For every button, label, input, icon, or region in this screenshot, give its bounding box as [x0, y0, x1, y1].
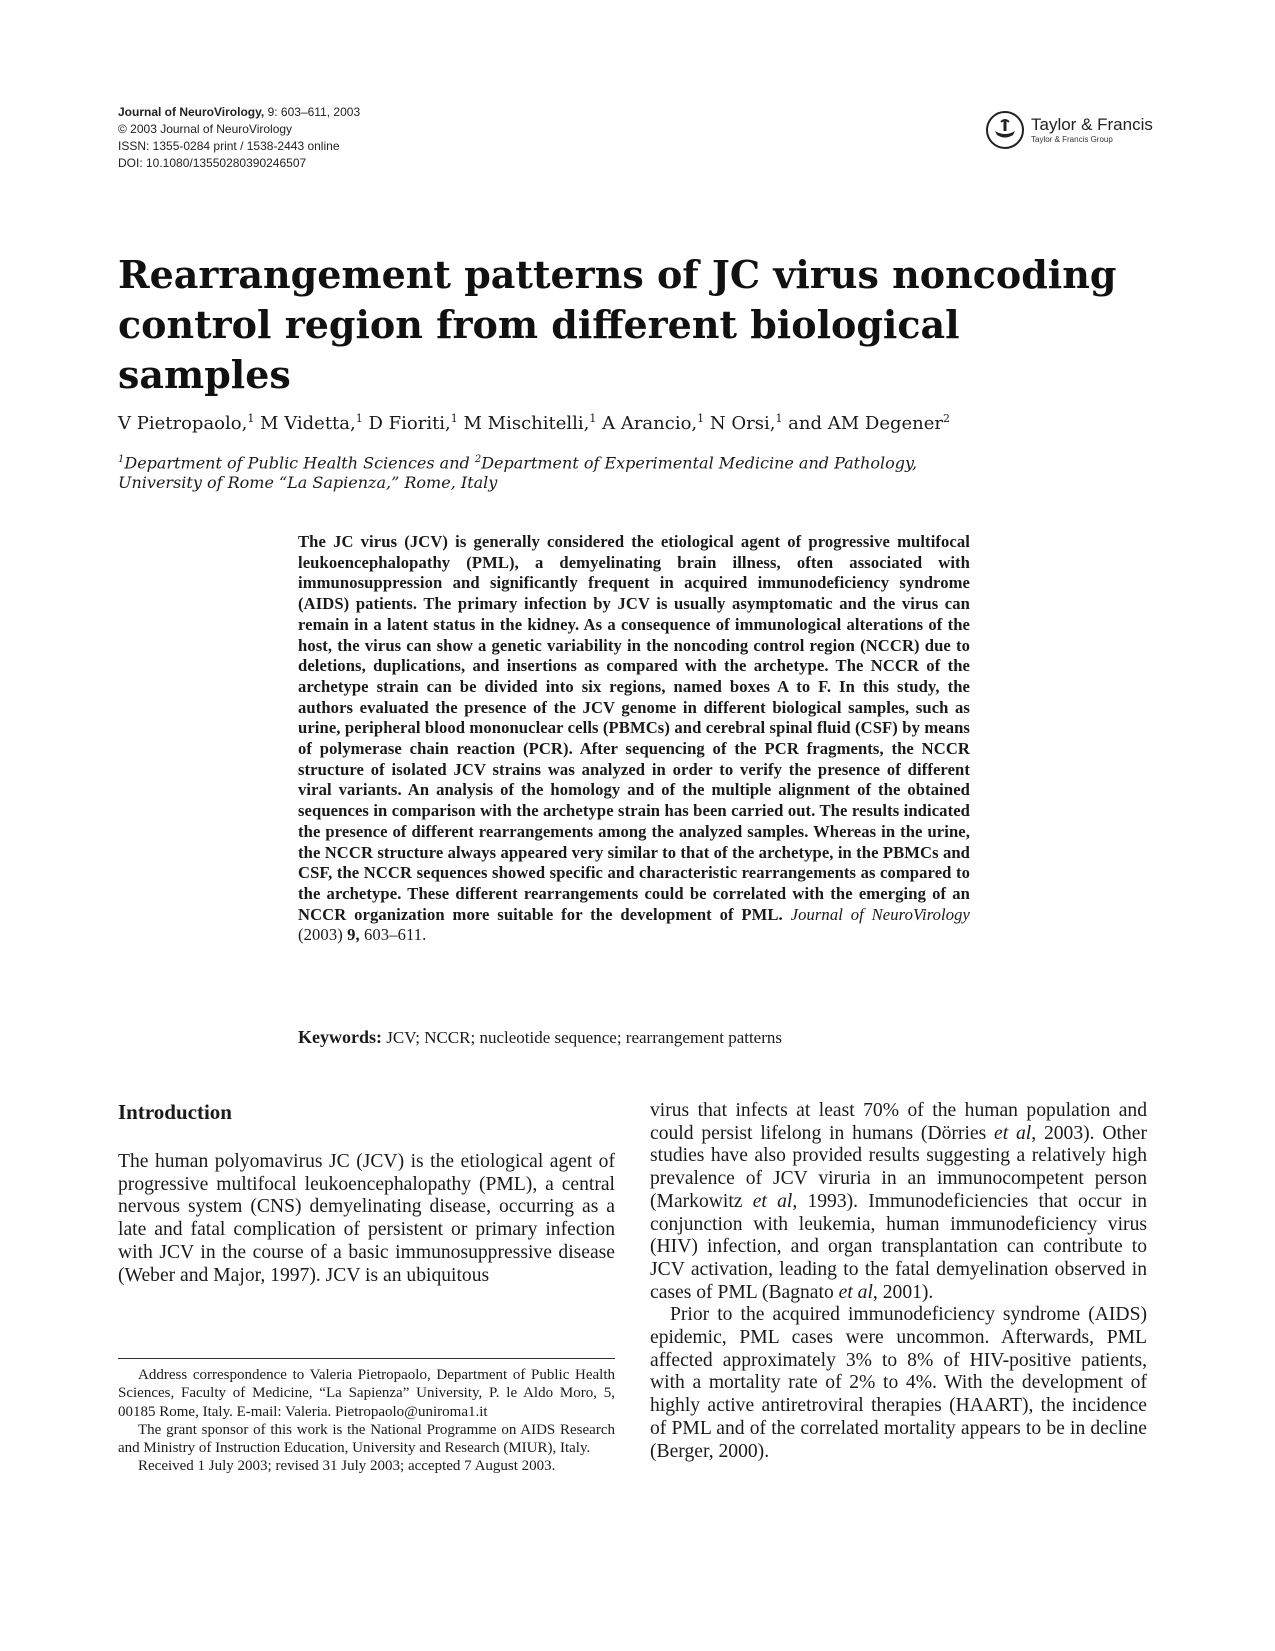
abstract-text: The JC virus (JCV) is generally considered the etiological agent of progressive multifocal leukoencephalopathy (PML), a demyelinating brain illness, often associated with immunosuppression and significantly frequent in acquired immunodeficiency syndrome (AIDS) patients. The primary infection by JCV is usually asymptomatic and the virus can remain in a latent status in the kidney. As a consequence of immunological alterations of the host, the virus can show a genetic variability in the noncoding control region (NCCR) due to deletions, duplications, and insertions as compared with the archetype. The NCCR of the archetype strain can be divided into six regions, named boxes A to F. In this study, the authors evaluated the presence of the JCV genome in different biological samples, such as urine, peripheral blood mononuclear cells (PBMCs) and cerebral spinal fluid (CSF) by means of polymerase chain reaction (PCR). After sequencing of the PCR fragments, the NCCR structure of isolated JCV strains was analyzed in order to verify the presence of different viral variants. An analysis of the homology and of the multiple alignment of the obtained sequences in comparison with the archetype strain has been carried out. The results indicated the presence of different rearrangements among the analyzed samples. Whereas in the urine, the NCCR structure always appeared very similar to that of the archetype, in the PBMCs and CSF, the NCCR sequences showed specific and characteristic rearrangements as compared to the archetype. These different rearrangements could be correlated with the emerging of an NCCR organization more suitable for the development of PML.	[298, 532, 970, 924]
affiliations	[118, 450, 1118, 493]
author-affiliation-mark: 1	[450, 412, 458, 425]
section-heading-introduction: Introduction	[118, 1100, 232, 1124]
citation-year: (2003)	[298, 925, 348, 945]
affiliation-university: University of Rome “La Sapienza,” Rome, Italy	[118, 473, 498, 493]
issn-line: ISSN: 1355-0284 print / 1538-2443 online	[118, 139, 340, 153]
introduction-paragraph-2: Prior to the acquired immunodeficiency syndrome (AIDS) epidemic, PML cases were uncommon. Afterwards, PML affected approximately 3% to 8% of HIV-positive patients, with a mortality rate of 2% to 4%. With the development of highly active antiretroviral therapies (HAART), the incidence of PML and of the correlated mortality appears to be in decline (Berger, 2000).	[650, 1304, 1147, 1462]
keywords-label: Keywords:	[298, 1027, 382, 1047]
introduction-paragraph: The human polyomavirus JC (JCV) is the etiological agent of progressive multifocal leukoencephalopathy (PML), a central nervous system (CNS) demyelinating disease, occurring as a late and fatal complication of persistent or primary infection with JCV in the course of a basic immunosuppressive disease (Weber and Major, 1997). JCV is an ubiquitous	[118, 1151, 615, 1286]
author-affiliation-mark: 1	[589, 412, 597, 425]
affiliation-2: Department of Experimental Medicine and Pathology,	[481, 453, 918, 473]
text-run: , 2001).	[872, 1281, 934, 1303]
left-column	[118, 1100, 615, 1287]
author-affiliation-mark: 1	[775, 412, 783, 425]
author-affiliation-mark: 1	[355, 412, 363, 425]
keywords	[298, 1026, 970, 1049]
author: and AM Degener	[782, 413, 944, 434]
author-list	[118, 408, 1118, 435]
author: V Pietropaolo,	[118, 413, 248, 434]
affiliation-mark: 1	[118, 454, 125, 465]
citation-journal: Journal of NeuroVirology	[790, 904, 971, 924]
publisher-emblem-icon	[985, 110, 1025, 150]
citation-etal: et al	[752, 1190, 793, 1212]
journal-citation	[118, 104, 360, 121]
text-run: virus that infects at least 70% of the human population and could persist lifelong in humans (Dörries	[650, 1100, 1147, 1144]
footnote-divider	[118, 1358, 615, 1359]
author-affiliation-mark: 1	[247, 412, 255, 425]
footnote-correspondence: Address correspondence to Valeria Pietropaolo, Department of Public Health Sciences, Faculty of Medicine, “La Sapienza” University, P. le Aldo Moro, 5, 00185 Rome, Italy. E-mail: Valeria. Pietropaolo@uniroma1.it	[118, 1367, 615, 1420]
footnote-received: Received 1 July 2003; revised 31 July 2003; accepted 7 August 2003.	[138, 1458, 556, 1475]
author: N Orsi,	[704, 413, 776, 434]
doi-line: DOI: 10.1080/13550280390246507	[118, 156, 307, 170]
copyright-line: © 2003 Journal of NeuroVirology	[118, 122, 293, 136]
introduction-paragraph-continued	[650, 1100, 1147, 1304]
abstract	[298, 532, 970, 946]
citation-volume: 9,	[347, 925, 360, 945]
keywords-list: JCV; NCCR; nucleotide sequence; rearrangement patterns	[382, 1028, 783, 1047]
text-run: , 1993). Immunodeficiencies that occur in conjunction with leukemia, human immunodeficiency virus (HIV) infection, and organ transplantation can contribute to JCV activation, leading to the fatal demyelination observed in cases of PML (Bagnato	[650, 1190, 1148, 1303]
author: M Videtta,	[254, 413, 356, 434]
author: D Fioriti,	[362, 413, 451, 434]
publisher-logo	[985, 110, 1153, 150]
footnotes	[118, 1366, 615, 1476]
right-column	[650, 1100, 1147, 1463]
journal-name: Journal of NeuroVirology,	[118, 105, 265, 119]
citation-etal: et al	[838, 1281, 873, 1303]
author: M Mischitelli,	[457, 413, 590, 434]
publisher-group: Taylor & Francis Group	[1031, 134, 1113, 144]
author: A Arancio,	[596, 413, 698, 434]
article-title: Rearrangement patterns of JC virus noncoding control region from different biological samples	[118, 252, 1117, 397]
journal-issue: 9: 603–611, 2003	[264, 105, 361, 119]
journal-meta	[118, 104, 360, 172]
citation-etal: et al	[994, 1122, 1032, 1144]
publisher-name: Taylor & Francis	[1031, 114, 1153, 134]
affiliation-1: Department of Public Health Sciences and	[124, 453, 475, 473]
affiliation-mark: 2	[474, 454, 482, 465]
citation-pages: 603–611.	[359, 925, 427, 945]
author-affiliation-mark: 1	[697, 412, 705, 425]
footnote-grant: The grant sponsor of this work is the National Programme on AIDS Research and Ministry of Instruction Education, University and Research (MIUR), Italy.	[118, 1421, 615, 1457]
text-run: , 2003). Other studies have also provided results suggesting a relatively high prevalence of JCV viruria in an immunocompetent person (Markowitz	[650, 1122, 1147, 1212]
author-affiliation-mark: 2	[943, 412, 951, 425]
